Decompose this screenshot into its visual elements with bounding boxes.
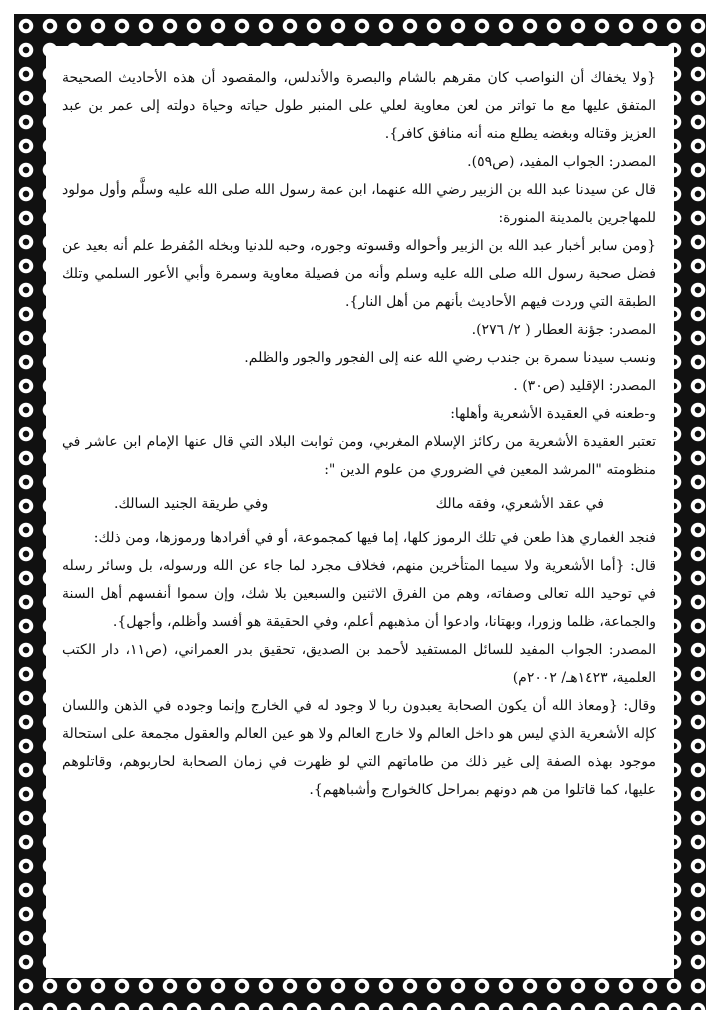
poem-verse <box>62 490 656 518</box>
source-iqlid: المصدر: الإقليد (ص٣٠) . <box>513 378 656 394</box>
paragraph-ibn-zubair-quote: {ومن سابر أخبار عبد الله بن الزبير وأحواله وقسوته وجوره، وحبه للدنيا وبخله المُفرط علم أنه بعيد عن فضل صحبة رسول الله صلى الله عليه وسلم وأنه من فصيلة معاوية وسمرة وأبي الأعور السلمي وتلك الطبقة التي وردت فيهم الأحاديث بأنهم من أهل النار}. <box>62 238 656 310</box>
paragraph-ghumari-attack: فنجد الغماري هذا طعن في تلك الرموز كلها، إما فيها كمجموعة، أو في أفرادها ورموزها، ومن ذلك: <box>93 530 656 546</box>
paragraph-sahaba-quote: وقال: {ومعاذ الله أن يكون الصحابة يعبدون ربا لا وجود له في الخارج وإنما وجوده في الذهن واللسان كإله الأشعرية الذي ليس هو داخل العالم ولا خارج العالم ولا هو عين العالم والعقول مجمعة على استحالة موجود بهذه الصفة إلى غير ذلك من طاماتهم التي لو ظهرت في زمان الصحابة لحاربوهم، وقاتلوهم عليها، كما قاتلوا من هم دونهم بمراحل كالخوارج وأشباههم}. <box>62 698 656 798</box>
paragraph-nawasib-quote: {ولا يخفاك أن النواصب كان مقرهم بالشام والبصرة والأندلس، والمقصود أن هذه الأحاديث الصحيحة المتفق عليها مع ما تواتر من لعن معاوية لعلي على المنبر طول حياته وحياة دولته إلى عمر بن عبد العزيز وقتاله وبغضه يطلع منه أنه منافق كافر}. <box>62 70 656 142</box>
paragraph-ashari-quote: قال: {أما الأشعرية ولا سيما المتأخرين منهم، فخلاف مجرد لما جاء عن الله ورسوله، بل وسائر رسله في توحيد الله تعالى وصفاته، وهم من الفرق الاثنين والسبعين بلا شك، وإن سموا أنفسهم أهل السنة والجماعة، ظلما وزورا، وبهتانا، وادعوا أن مذهبهم أعلم، وفي الحقيقة هو أفسد وأظلم، وأجهل}. <box>62 558 656 630</box>
source-jawab-mufid-11: المصدر: الجواب المفيد للسائل المستفيد لأحمد بن الصديق، تحقيق بدر العمراني، (ص١١، دار الكتب العلمية، ١٤٢٣هـ/ ٢٠٠٢م) <box>62 642 656 686</box>
document-text <box>62 64 656 804</box>
section-heading-ashari: و-طعنه في العقيدة الأشعرية وأهلها: <box>450 406 656 422</box>
paragraph-ashari-intro: تعتبر العقيدة الأشعرية من ركائز الإسلام المغربي، ومن ثوابت البلاد التي قال عنها الإمام ابن عاشر في منظومته "المرشد المعين في الضروري من علوم الدين ": <box>62 434 656 478</box>
poem-first-hemistich: في عقد الأشعري، وفقه مالك <box>435 496 604 512</box>
source-jawnat-attar: المصدر: جؤنة العطار ( ٢/ ٢٧٦). <box>471 322 656 338</box>
source-jawab-mufid-59: المصدر: الجواب المفيد، (ص٥٩). <box>467 154 656 170</box>
paragraph-samura: ونسب سيدنا سمرة بن جندب رضي الله عنه إلى الفجور والجور والظلم. <box>244 350 656 366</box>
poem-second-hemistich: وفي طريقة الجنيد السالك. <box>114 496 269 512</box>
paragraph-ibn-zubair-intro: قال عن سيدنا عبد الله بن الزبير رضي الله عنهما، ابن عمة رسول الله صلى الله عليه وسلَّم وأول مولود للمهاجرين بالمدينة المنورة: <box>62 182 656 226</box>
